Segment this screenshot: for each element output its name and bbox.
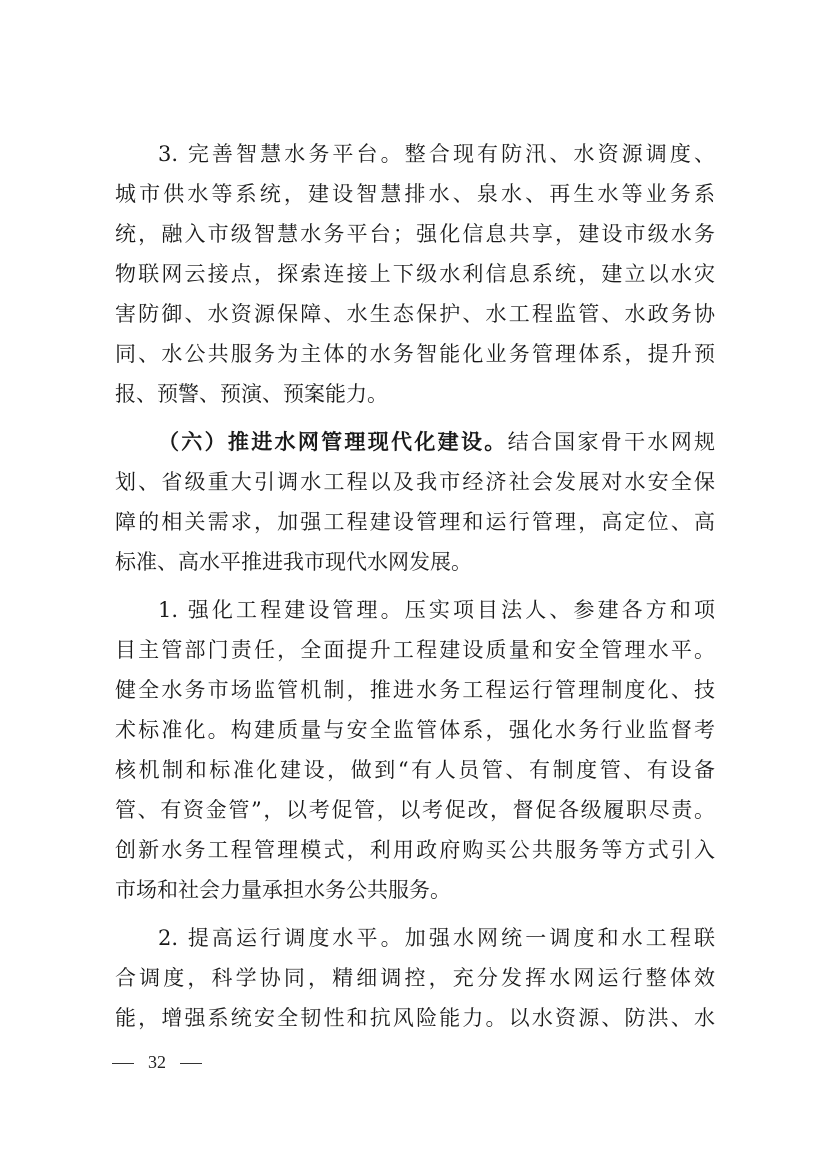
paragraph-line: 3. 完善智慧水务平台。整合现有防汛、水资源调度、 [158, 142, 715, 166]
paragraph-line: 创新水务工程管理模式，利用政府购买公共服务等方式引入 [115, 838, 715, 862]
paragraph-text: 结合国家骨干水网规 [507, 430, 716, 454]
page-footer [112, 1051, 202, 1073]
paragraph-line: 市场和社会力量承担水务公共服务。 [115, 878, 451, 902]
paragraph-line: 1. 强化工程建设管理。压实项目法人、参建各方和项 [158, 598, 715, 622]
paragraph-line: 合调度，科学协同，精细调控，充分发挥水网运行整体效 [115, 966, 715, 990]
section-heading: （六）推进水网管理现代化建设。 [158, 429, 508, 454]
paragraph-line: 核机制和标准化建设，做到“有人员管、有制度管、有设备 [115, 758, 715, 782]
paragraph-line: 2. 提高运行调度水平。加强水网统一调度和水工程联 [158, 926, 715, 950]
paragraph-line: 管、有资金管”，以考促管，以考促改，督促各级履职尽责。 [115, 798, 715, 822]
footer-dash-right [180, 1063, 202, 1064]
footer-dash-left [112, 1063, 134, 1064]
paragraph-line: 害防御、水资源保障、水生态保护、水工程监管、水政务协 [115, 302, 715, 326]
paragraph-line: 城市供水等系统，建设智慧排水、泉水、再生水等业务系 [115, 182, 715, 206]
paragraph-line: 报、预警、预演、预案能力。 [115, 382, 388, 406]
paragraph-line: 标准、高水平推进我市现代水网发展。 [115, 550, 472, 574]
section-heading-line [158, 430, 715, 454]
paragraph-line: 健全水务市场监管机制，推进水务工程运行管理制度化、技 [115, 678, 715, 702]
paragraph-line: 能，增强系统安全韧性和抗风险能力。以水资源、防洪、水 [115, 1006, 715, 1030]
paragraph-line: 同、水公共服务为主体的水务智能化业务管理体系，提升预 [115, 342, 715, 366]
paragraph-line: 统，融入市级智慧水务平台；强化信息共享，建设市级水务 [115, 222, 715, 246]
paragraph-line: 物联网云接点，探索连接上下级水利信息系统，建立以水灾 [115, 262, 715, 286]
paragraph-line: 术标准化。构建质量与安全监管体系，强化水务行业监督考 [115, 718, 715, 742]
paragraph-line: 障的相关需求，加强工程建设管理和运行管理，高定位、高 [115, 510, 715, 534]
paragraph-line: 目主管部门责任，全面提升工程建设质量和安全管理水平。 [115, 638, 715, 662]
page-number: 32 [148, 1052, 166, 1072]
paragraph-line: 划、省级重大引调水工程以及我市经济社会发展对水安全保 [115, 470, 715, 494]
